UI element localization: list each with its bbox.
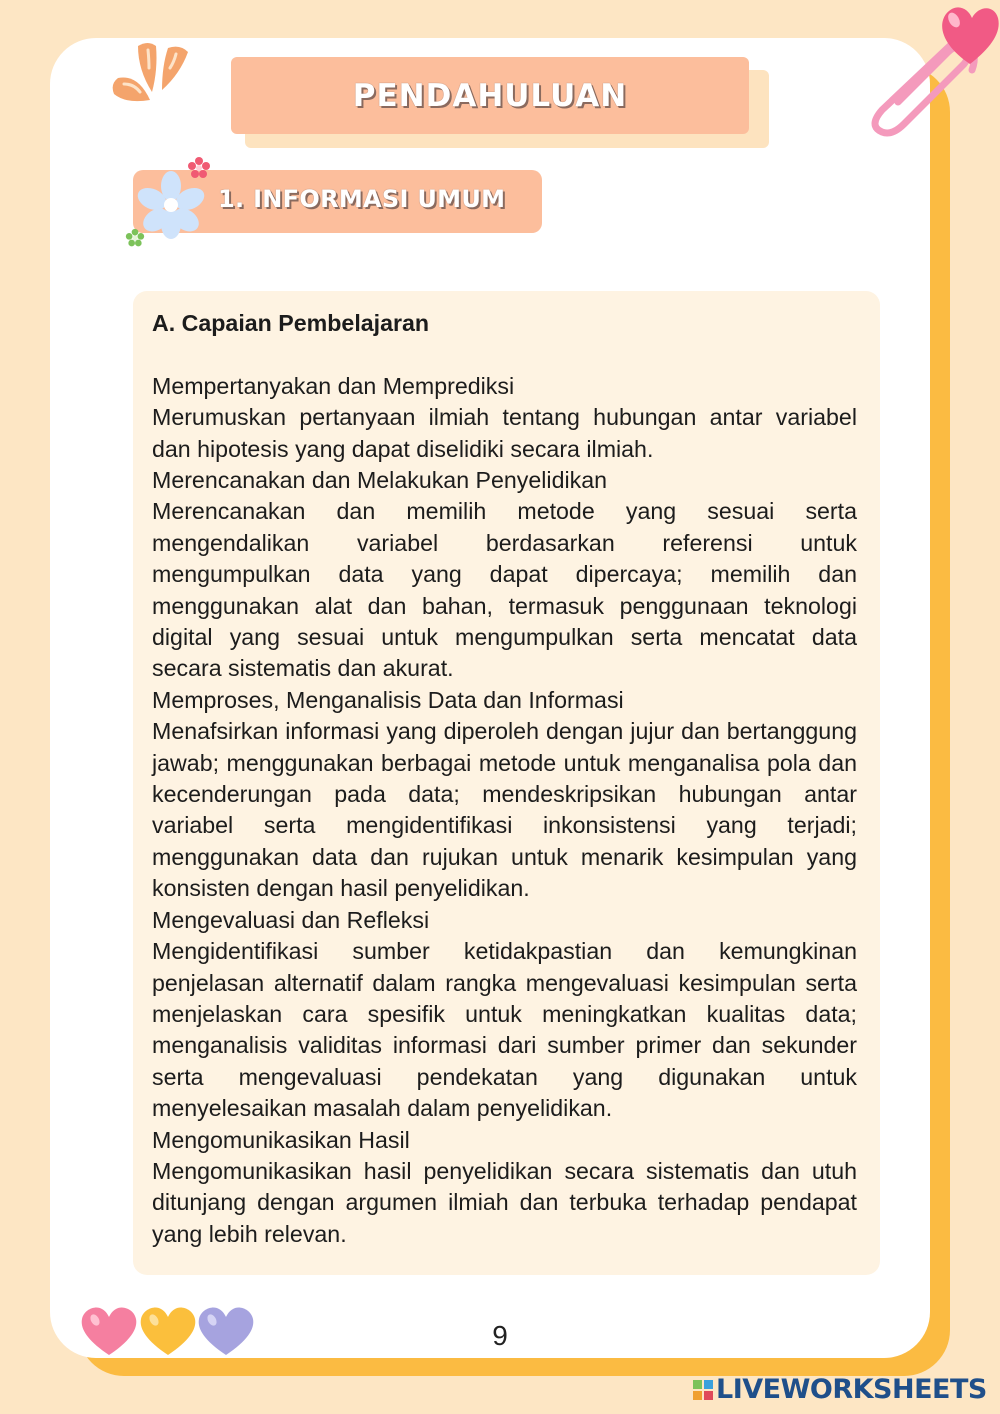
block-text: Mengidentifikasi sumber ketidakpastian dan kemungkinan penjelasan alternatif dalam rangka mengevaluasi kesimpulan serta menjelaskan cara spesifik untuk meningkatkan kualitas data; menganalisis validitas informasi dari sumber primer dan sekunder serta mengevaluasi pendekatan yang digunakan untuk menyelesaikan masalah dalam penyelidikan. [152, 938, 857, 1122]
block-subtitle: Mengomunikasikan Hasil [152, 1126, 410, 1153]
page-title: PENDAHULUAN [352, 77, 628, 114]
page-number: 9 [492, 1320, 508, 1351]
block-subtitle: Mengevaluasi dan Refleksi [152, 906, 430, 933]
block-text: Mengomunikasikan hasil penyelidikan secara sistematis dan utuh ditunjang dengan argumen ilmiah dan terbuka terhadap pendapat yang lebih relevan. [152, 1157, 857, 1247]
heart-icon [139, 1305, 197, 1357]
block-text: Merumuskan pertanyaan ilmiah tentang hubungan antar variabel dan hipotesis yang dapat diselidiki secara ilmiah. [152, 404, 857, 462]
content-card [133, 291, 880, 1275]
heart-icon [80, 1305, 138, 1357]
content-heading: A. Capaian Pembelajaran [152, 310, 430, 336]
block-subtitle: Merencanakan dan Melakukan Penyelidikan [152, 467, 608, 494]
brand-name: LIVEWORKSHEETS [716, 1374, 987, 1405]
liveworksheets-logo-icon [692, 1379, 714, 1401]
heart-paperclip-icon [860, 0, 1000, 140]
title-box [231, 57, 749, 134]
content-body [152, 308, 857, 1250]
sparkle-burst-icon [108, 34, 194, 106]
small-flower-icon [187, 156, 211, 180]
block-text: Menafsirkan informasi yang diperoleh dengan jujur dan bertanggung jawab; menggunakan berbagai metode untuk menganalisa pola dan kecenderungan pada data; mendeskripsikan hubungan antar variabel serta mengidentifikasi inkonsistensi yang terjadi; menggunakan data dan rujukan untuk menarik kesimpulan yang konsisten dengan hasil penyelidikan. [152, 718, 857, 902]
block-text: Merencanakan dan memilih metode yang sesuai serta mengendalikan variabel berdasarkan referensi untuk mengumpulkan data yang dapat dipercaya; memilih dan menggunakan alat dan bahan, termasuk penggunaan teknologi digital yang sesuai untuk mengumpulkan serta mencatat data secara sistematis dan akurat. [152, 498, 857, 682]
small-flower-icon [125, 228, 145, 248]
flower-icon [136, 170, 206, 240]
spacer [152, 339, 857, 370]
section-title: 1. INFORMASI UMUM [218, 185, 506, 213]
block-subtitle: Mempertanyakan dan Memprediksi [152, 372, 515, 399]
block-subtitle: Memproses, Menganalisis Data dan Informasi [152, 686, 624, 713]
heart-icon [197, 1305, 255, 1357]
liveworksheets-brand[interactable] [692, 1374, 987, 1405]
